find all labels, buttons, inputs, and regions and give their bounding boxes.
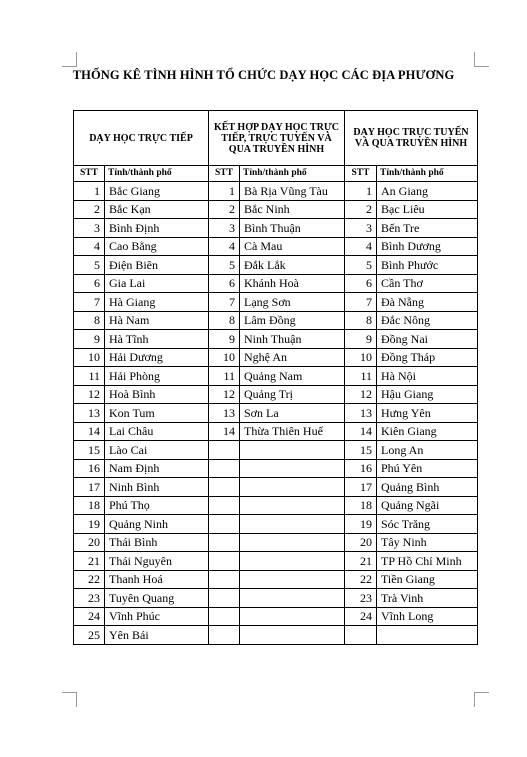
row-number-cell: 17 xyxy=(74,478,105,497)
row-number-cell: 13 xyxy=(74,404,105,423)
province-cell: Hải Phòng xyxy=(105,367,209,386)
row-number-cell: 19 xyxy=(345,515,377,534)
section-header-row xyxy=(74,111,478,166)
row-number-cell: 22 xyxy=(74,570,105,589)
row-number-cell xyxy=(209,459,240,478)
province-cell: Quảng Trị xyxy=(240,385,345,404)
row-number-cell: 4 xyxy=(345,237,377,256)
province-cell: Hà Nam xyxy=(105,311,209,330)
row-number-cell: 6 xyxy=(74,274,105,293)
province-cell xyxy=(240,626,345,645)
row-number-cell xyxy=(345,626,377,645)
province-cell: Phú Yên xyxy=(377,459,478,478)
row-number-cell: 9 xyxy=(209,330,240,349)
place-column-header: Tỉnh/thành phố xyxy=(240,166,345,182)
province-cell: Đồng Tháp xyxy=(377,348,478,367)
province-cell: Khánh Hoà xyxy=(240,274,345,293)
table-row xyxy=(74,441,478,460)
row-number-cell xyxy=(209,515,240,534)
row-number-cell: 14 xyxy=(209,422,240,441)
province-cell: Kon Tum xyxy=(105,404,209,423)
province-cell: Sóc Trăng xyxy=(377,515,478,534)
row-number-cell: 7 xyxy=(209,293,240,312)
row-number-cell: 24 xyxy=(74,607,105,626)
table-row xyxy=(74,404,478,423)
table-row xyxy=(74,422,478,441)
province-cell: Thừa Thiên Huế xyxy=(240,422,345,441)
place-column-header: Tỉnh/thành phố xyxy=(105,166,209,182)
province-cell: Yên Bái xyxy=(105,626,209,645)
table-row xyxy=(74,311,478,330)
province-cell: Cần Thơ xyxy=(377,274,478,293)
row-number-cell: 24 xyxy=(345,607,377,626)
province-cell: Thanh Hoá xyxy=(105,570,209,589)
row-number-cell: 15 xyxy=(74,441,105,460)
province-cell xyxy=(240,589,345,608)
row-number-cell xyxy=(209,570,240,589)
row-number-cell: 16 xyxy=(345,459,377,478)
row-number-cell xyxy=(209,441,240,460)
row-number-cell: 7 xyxy=(345,293,377,312)
province-cell xyxy=(377,626,478,645)
province-cell: Nam Định xyxy=(105,459,209,478)
row-number-cell: 4 xyxy=(209,237,240,256)
table-row xyxy=(74,607,478,626)
row-number-cell: 12 xyxy=(345,385,377,404)
row-number-cell: 3 xyxy=(209,219,240,238)
province-cell: Quảng Ninh xyxy=(105,515,209,534)
province-cell: Bình Phước xyxy=(377,256,478,275)
row-number-cell: 10 xyxy=(74,348,105,367)
province-cell: An Giang xyxy=(377,182,478,201)
row-number-cell xyxy=(209,533,240,552)
province-cell: Lạng Sơn xyxy=(240,293,345,312)
row-number-cell: 22 xyxy=(345,570,377,589)
row-number-cell: 3 xyxy=(345,219,377,238)
province-cell: Bình Định xyxy=(105,219,209,238)
row-number-cell: 1 xyxy=(345,182,377,201)
row-number-cell: 20 xyxy=(74,533,105,552)
table-row xyxy=(74,533,478,552)
row-number-cell: 4 xyxy=(74,237,105,256)
province-cell: Hải Dương xyxy=(105,348,209,367)
row-number-cell xyxy=(209,607,240,626)
row-number-cell: 8 xyxy=(74,311,105,330)
province-cell: Phú Thọ xyxy=(105,496,209,515)
row-number-cell: 2 xyxy=(74,200,105,219)
row-number-cell: 3 xyxy=(74,219,105,238)
row-number-cell: 5 xyxy=(345,256,377,275)
province-cell xyxy=(240,570,345,589)
table-row xyxy=(74,626,478,645)
row-number-cell: 11 xyxy=(74,367,105,386)
province-cell: Bình Dương xyxy=(377,237,478,256)
row-number-cell: 25 xyxy=(74,626,105,645)
row-number-cell: 8 xyxy=(345,311,377,330)
table-row xyxy=(74,496,478,515)
stt-column-header: STT xyxy=(74,166,105,182)
place-column-header: Tỉnh/thành phố xyxy=(377,166,478,182)
row-number-cell: 12 xyxy=(209,385,240,404)
table-row xyxy=(74,293,478,312)
row-number-cell: 15 xyxy=(345,441,377,460)
table-row xyxy=(74,330,478,349)
row-number-cell: 11 xyxy=(345,367,377,386)
province-cell xyxy=(240,515,345,534)
province-cell: Tiền Giang xyxy=(377,570,478,589)
section-heading-online: DẠY HỌC TRỰC TUYẾN VÀ QUA TRUYỀN HÌNH xyxy=(345,111,478,166)
row-number-cell: 16 xyxy=(74,459,105,478)
row-number-cell: 14 xyxy=(345,422,377,441)
table-row xyxy=(74,182,478,201)
province-cell: Vĩnh Phúc xyxy=(105,607,209,626)
table-row xyxy=(74,200,478,219)
page-title: THỐNG KÊ TÌNH HÌNH TỔ CHỨC DẠY HỌC CÁC ĐỊA PHƯƠNG xyxy=(72,68,455,82)
province-cell: Tuyên Quang xyxy=(105,589,209,608)
table-row xyxy=(74,385,478,404)
province-cell: Bến Tre xyxy=(377,219,478,238)
province-cell: Tây Ninh xyxy=(377,533,478,552)
page-corner-mark xyxy=(474,692,489,707)
stt-column-header: STT xyxy=(345,166,377,182)
province-cell xyxy=(240,441,345,460)
province-cell: Đà Nẵng xyxy=(377,293,478,312)
province-cell: Hà Giang xyxy=(105,293,209,312)
row-number-cell: 6 xyxy=(345,274,377,293)
province-cell: Trà Vinh xyxy=(377,589,478,608)
province-cell: Long An xyxy=(377,441,478,460)
table-row xyxy=(74,256,478,275)
table-row xyxy=(74,237,478,256)
table-row xyxy=(74,459,478,478)
province-cell: Ninh Thuận xyxy=(240,330,345,349)
page-corner-mark xyxy=(62,692,77,707)
province-cell xyxy=(240,496,345,515)
column-header-row xyxy=(74,166,478,182)
province-cell: Lâm Đồng xyxy=(240,311,345,330)
table-row xyxy=(74,515,478,534)
province-cell xyxy=(240,459,345,478)
province-cell: Sơn La xyxy=(240,404,345,423)
table-row xyxy=(74,478,478,497)
row-number-cell: 5 xyxy=(74,256,105,275)
row-number-cell: 18 xyxy=(345,496,377,515)
province-cell: Hậu Giang xyxy=(377,385,478,404)
province-cell: Lai Châu xyxy=(105,422,209,441)
province-cell: Quảng Nam xyxy=(240,367,345,386)
province-cell: Vĩnh Long xyxy=(377,607,478,626)
row-number-cell: 5 xyxy=(209,256,240,275)
table-row xyxy=(74,219,478,238)
province-cell: Quảng Bình xyxy=(377,478,478,497)
row-number-cell: 20 xyxy=(345,533,377,552)
province-cell: Đắc Nông xyxy=(377,311,478,330)
province-cell: Bắc Kạn xyxy=(105,200,209,219)
row-number-cell: 11 xyxy=(209,367,240,386)
row-number-cell: 10 xyxy=(209,348,240,367)
page-corner-mark xyxy=(62,52,77,67)
province-cell: Hà Nội xyxy=(377,367,478,386)
row-number-cell xyxy=(209,496,240,515)
row-number-cell: 17 xyxy=(345,478,377,497)
row-number-cell xyxy=(209,589,240,608)
province-cell: TP Hồ Chí Minh xyxy=(377,552,478,571)
row-number-cell: 13 xyxy=(345,404,377,423)
row-number-cell: 19 xyxy=(74,515,105,534)
row-number-cell: 13 xyxy=(209,404,240,423)
province-cell: Đồng Nai xyxy=(377,330,478,349)
province-cell: Bình Thuận xyxy=(240,219,345,238)
row-number-cell: 6 xyxy=(209,274,240,293)
table-row xyxy=(74,274,478,293)
row-number-cell: 10 xyxy=(345,348,377,367)
row-number-cell: 14 xyxy=(74,422,105,441)
row-number-cell: 21 xyxy=(74,552,105,571)
province-cell: Bà Rịa Vũng Tàu xyxy=(240,182,345,201)
table-row xyxy=(74,589,478,608)
row-number-cell: 9 xyxy=(74,330,105,349)
row-number-cell: 8 xyxy=(209,311,240,330)
row-number-cell: 1 xyxy=(209,182,240,201)
row-number-cell xyxy=(209,626,240,645)
table-row xyxy=(74,552,478,571)
row-number-cell xyxy=(209,478,240,497)
province-cell: Hoà Bình xyxy=(105,385,209,404)
row-number-cell: 2 xyxy=(209,200,240,219)
table-row xyxy=(74,348,478,367)
province-cell: Bạc Liêu xyxy=(377,200,478,219)
province-cell xyxy=(240,533,345,552)
row-number-cell xyxy=(209,552,240,571)
stt-column-header: STT xyxy=(209,166,240,182)
section-heading-direct: DẠY HỌC TRỰC TIẾP xyxy=(74,111,209,166)
province-cell: Quảng Ngãi xyxy=(377,496,478,515)
province-cell: Ninh Bình xyxy=(105,478,209,497)
province-cell: Lào Cai xyxy=(105,441,209,460)
row-number-cell: 18 xyxy=(74,496,105,515)
province-cell: Gia Lai xyxy=(105,274,209,293)
row-number-cell: 23 xyxy=(345,589,377,608)
table-row xyxy=(74,367,478,386)
province-cell xyxy=(240,552,345,571)
province-cell: Thái Bình xyxy=(105,533,209,552)
row-number-cell: 1 xyxy=(74,182,105,201)
section-heading-combined: KẾT HỢP DẠY HỌC TRỰC TIẾP, TRỰC TUYẾN VÀ QUA TRUYỀN HÌNH xyxy=(209,111,345,166)
province-cell: Thái Nguyên xyxy=(105,552,209,571)
province-cell: Kiên Giang xyxy=(377,422,478,441)
page-corner-mark xyxy=(474,52,489,67)
row-number-cell: 9 xyxy=(345,330,377,349)
province-cell: Bắc Ninh xyxy=(240,200,345,219)
province-cell xyxy=(240,607,345,626)
province-cell xyxy=(240,478,345,497)
row-number-cell: 7 xyxy=(74,293,105,312)
province-cell: Cao Bằng xyxy=(105,237,209,256)
row-number-cell: 12 xyxy=(74,385,105,404)
province-cell: Điện Biên xyxy=(105,256,209,275)
row-number-cell: 21 xyxy=(345,552,377,571)
table-row xyxy=(74,570,478,589)
row-number-cell: 23 xyxy=(74,589,105,608)
province-cell: Bắc Giang xyxy=(105,182,209,201)
province-cell: Hà Tĩnh xyxy=(105,330,209,349)
statistics-table xyxy=(73,110,478,645)
province-cell: Cà Mau xyxy=(240,237,345,256)
province-cell: Đắk Lắk xyxy=(240,256,345,275)
row-number-cell: 2 xyxy=(345,200,377,219)
province-cell: Nghệ An xyxy=(240,348,345,367)
province-cell: Hưng Yên xyxy=(377,404,478,423)
